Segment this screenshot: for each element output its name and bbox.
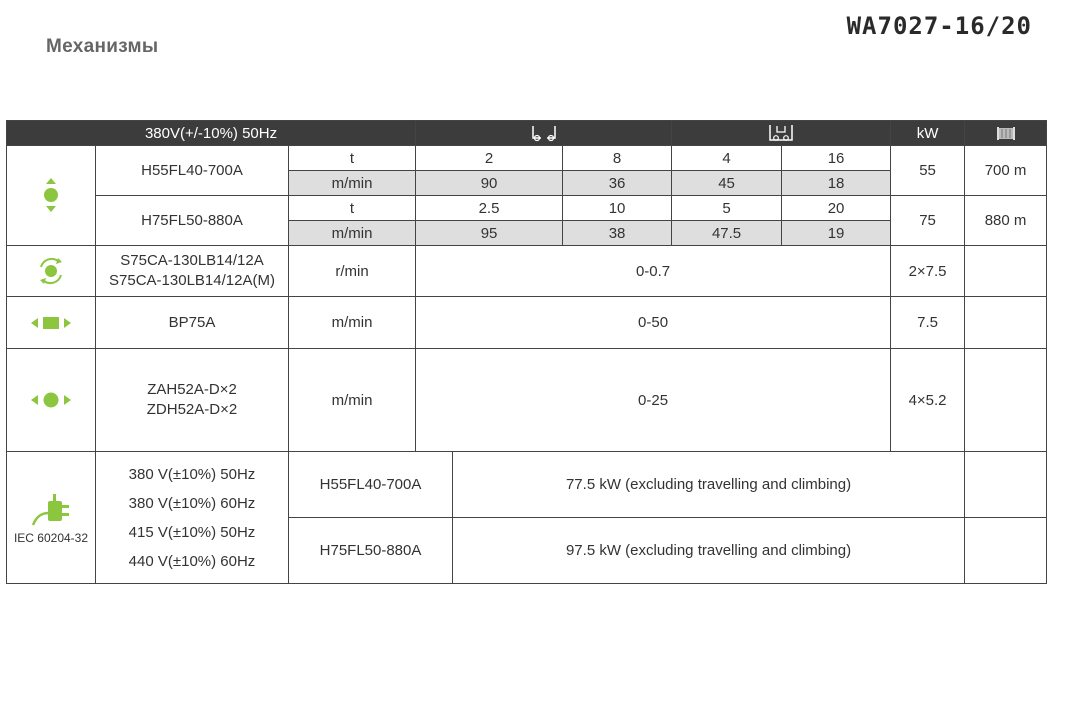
hoist-kw-1: 55 [891,146,965,196]
hoist-cell: 2.5 [416,196,563,221]
hoist-cell: 38 [563,221,672,246]
voltage-item: 440 V(±10%) 60Hz [128,552,256,570]
hoist-cell: 2 [416,146,563,171]
four-fall-hook-icon [672,121,891,146]
travel-models [96,349,289,452]
hoist-cell: 5 [672,196,782,221]
power-model-2: H75FL50-880A [289,518,453,584]
mechanisms-spec-table [6,120,1047,584]
slewing-model-2: S75CA-130LB14/12A(M) [109,272,275,289]
hoist-kw-2: 75 [891,196,965,246]
crane-travel-icon [7,349,96,452]
voltage-item: 415 V(±10%) 50Hz [128,523,256,541]
trolley-travel-icon [7,297,96,349]
hoist-speed-label: m/min [289,171,416,196]
slewing-unit: r/min [289,246,416,297]
voltage-item: 380 V(±10%) 60Hz [128,494,256,512]
slewing-range: 0-0.7 [416,246,891,297]
trolley-unit: m/min [289,297,416,349]
power-supply-cell [7,452,96,584]
two-fall-hook-icon [416,121,672,146]
voltage-item: 380 V(±10%) 50Hz [128,465,256,483]
hoist-t-label: t [289,146,416,171]
model-number: WA7027-16/20 [846,12,1032,40]
header-row [7,121,1047,146]
hoist-row-2-t [7,196,1047,221]
hoist-cell: 20 [782,196,891,221]
power-plug-icon [31,491,71,527]
hoist-cell: 36 [563,171,672,196]
trolley-row [7,297,1047,349]
page-title: Механизмы [46,36,159,57]
header-power: 380V(+/-10%) 50Hz [7,121,416,146]
hoist-cell: 19 [782,221,891,246]
header-kw: kW [891,121,965,146]
power-model-1: H55FL40-700A [289,452,453,518]
slewing-kw: 2×7.5 [891,246,965,297]
hoist-row-1-t [7,146,1047,171]
trolley-range: 0-50 [416,297,891,349]
travel-model-2: ZDH52A-D×2 [146,401,238,418]
hoist-t-label: t [289,196,416,221]
travel-unit: m/min [289,349,416,452]
iec-standard: IEC 60204-32 [13,530,89,545]
hoist-cell: 16 [782,146,891,171]
hoist-rope-1: 700 m [965,146,1047,196]
hoist-speed-label: m/min [289,221,416,246]
slewing-model-1: S75CA-130LB14/12A [120,252,264,269]
hoist-cell: 10 [563,196,672,221]
trolley-model: BP75A [96,297,289,349]
power-row-1 [7,452,1047,518]
hoist-rope-2: 880 m [965,196,1047,246]
slewing-row [7,246,1047,297]
power-value-2: 97.5 kW (excluding travelling and climbing) [453,518,965,584]
power-value-1: 77.5 kW (excluding travelling and climbing) [453,452,965,518]
trolley-kw: 7.5 [891,297,965,349]
cable-drum-icon [965,121,1047,146]
hoist-cell: 95 [416,221,563,246]
travel-kw: 4×5.2 [891,349,965,452]
hoist-cell: 90 [416,171,563,196]
hoist-model-2: H75FL50-880A [96,196,289,246]
slewing-models [96,246,289,297]
hoist-cell: 4 [672,146,782,171]
travel-range: 0-25 [416,349,891,452]
hoist-cell: 47.5 [672,221,782,246]
travel-model-1: ZAH52A-D×2 [147,381,237,398]
hoist-cell: 45 [672,171,782,196]
hoist-up-down-icon [7,146,96,246]
hoist-cell: 18 [782,171,891,196]
travel-row [7,349,1047,452]
hoist-model-1: H55FL40-700A [96,146,289,196]
hoist-cell: 8 [563,146,672,171]
voltage-list [96,452,289,584]
slewing-rotation-icon [7,246,96,297]
